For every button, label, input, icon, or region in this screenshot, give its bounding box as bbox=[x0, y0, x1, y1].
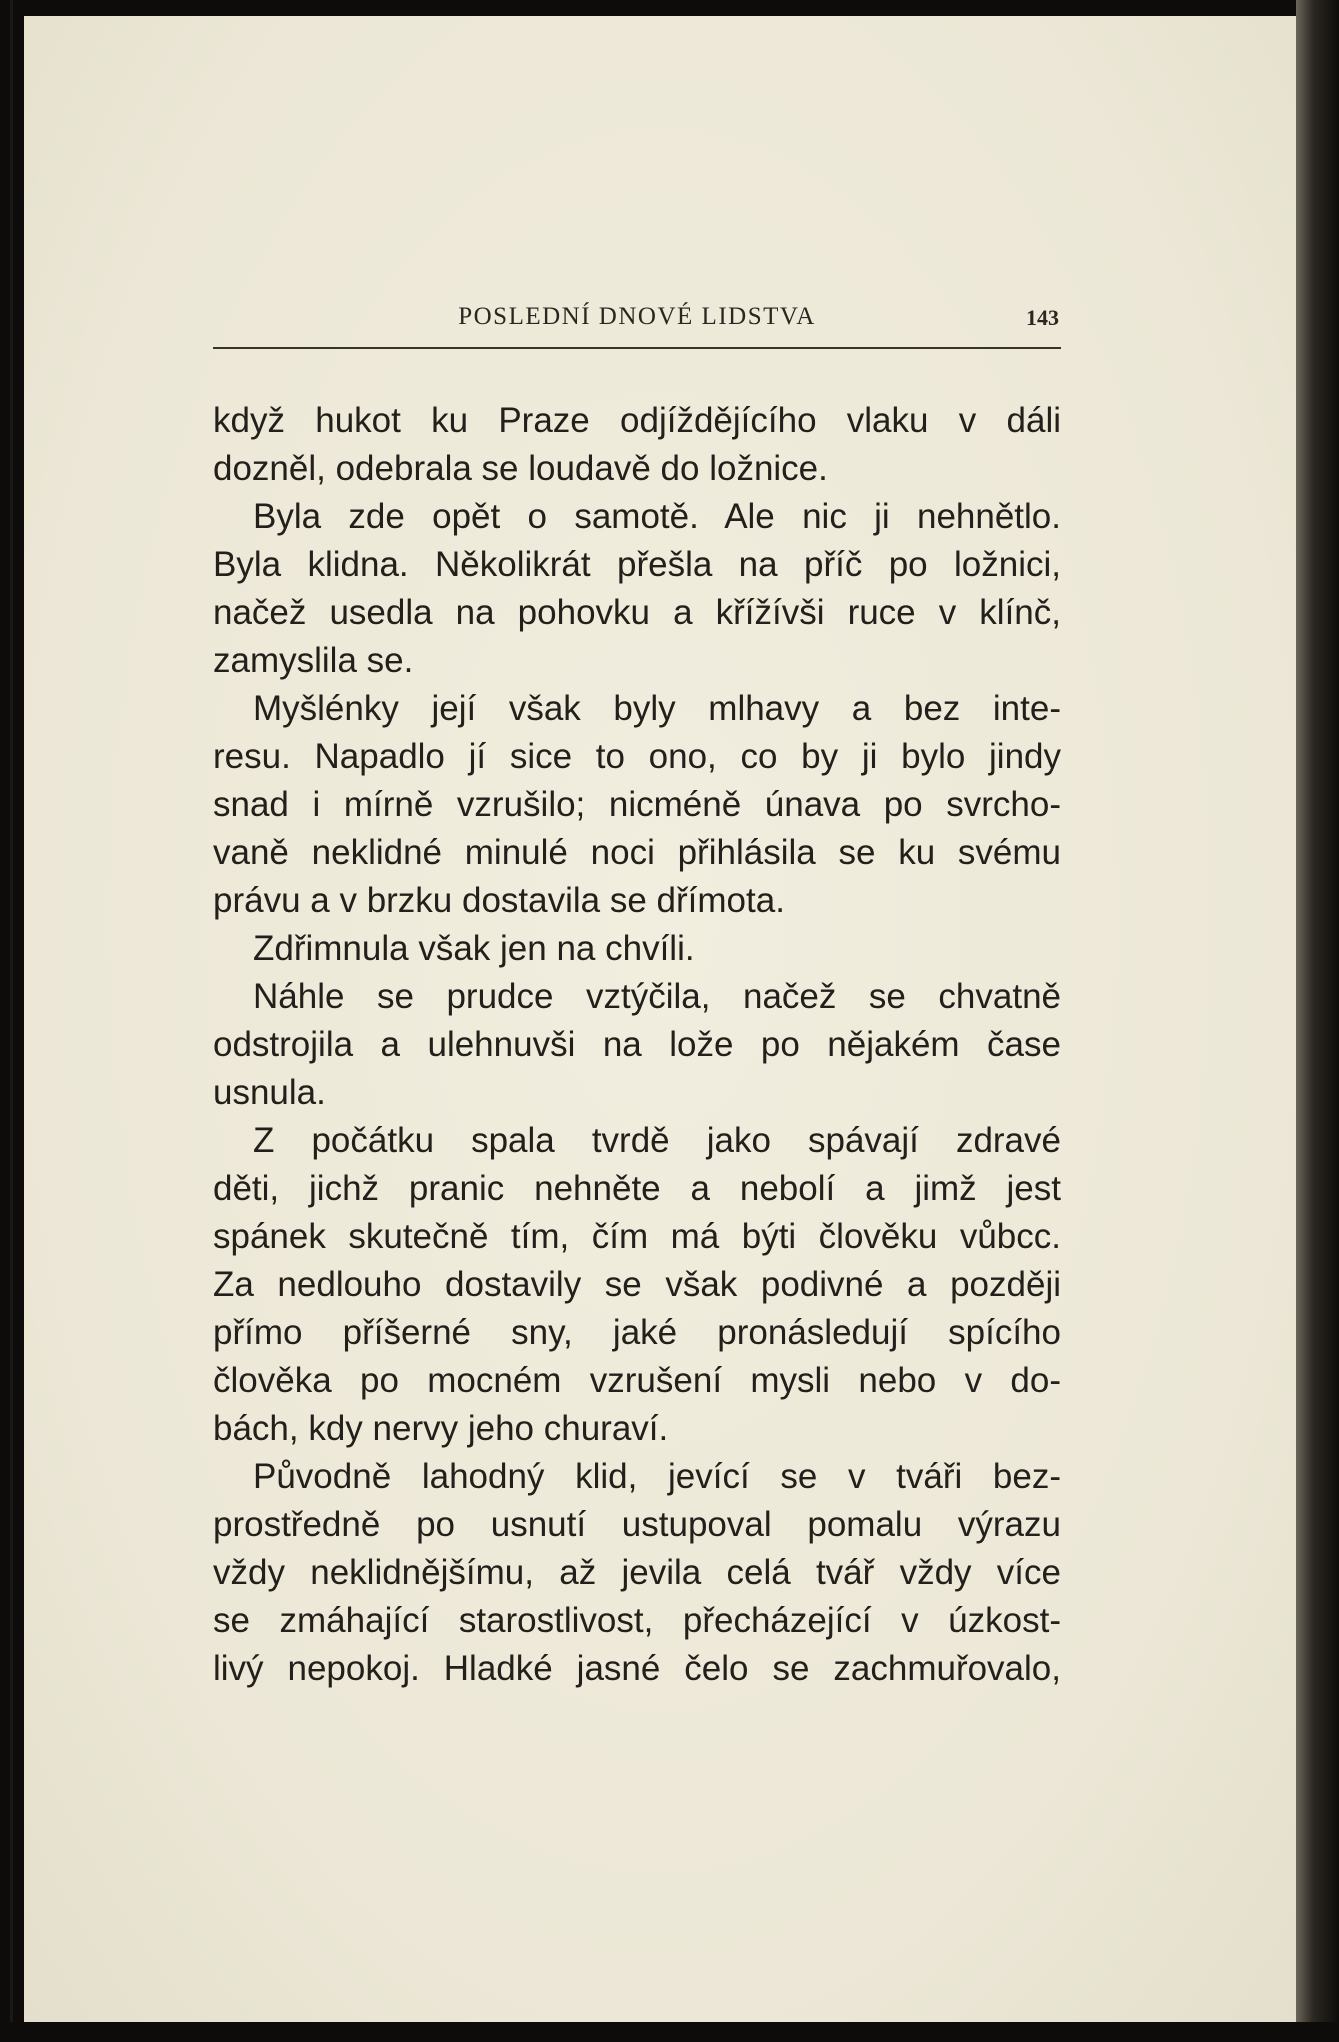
text-line: vaně neklidné minulé noci přihlásila se ku svému bbox=[213, 833, 1061, 872]
text-line: dozněl, odebrala se loudavě do ložnice. bbox=[213, 449, 828, 488]
page-edge-shadow bbox=[1296, 0, 1339, 2042]
text-line: bách, kdy nervy jeho churaví. bbox=[213, 1409, 669, 1448]
running-title: POSLEDNÍ DNOVÉ LIDSTVA bbox=[458, 303, 816, 330]
running-header bbox=[213, 299, 1061, 349]
text-line: prostředně po usnutí ustupoval pomalu výrazu bbox=[213, 1505, 1061, 1544]
text-line: člověka po mocném vzrušení mysli nebo v do- bbox=[213, 1361, 1061, 1400]
page-number: 143 bbox=[1026, 305, 1059, 330]
text-line: Myšlénky její však byly mlhavy a bez inte- bbox=[253, 689, 1061, 728]
text-line: usnula. bbox=[213, 1073, 326, 1112]
text-line: Z počátku spala tvrdě jako spávají zdravé bbox=[253, 1121, 1061, 1160]
text-line: přímo příšerné sny, jaké pronásledují spícího bbox=[213, 1313, 1061, 1352]
text-line: načež usedla na pohovku a křížívši ruce v klínč, bbox=[213, 593, 1061, 632]
bottom-edge bbox=[0, 2022, 1339, 2042]
text-line: snad i mírně vzrušilo; nicméně únava po svrcho- bbox=[213, 785, 1061, 824]
text-line: Zdřimnula však jen na chvíli. bbox=[253, 929, 695, 968]
text-line: právu a v brzku dostavila se dřímota. bbox=[213, 881, 785, 920]
text-line: Byla zde opět o samotě. Ale nic ji nehnětlo. bbox=[253, 497, 1061, 536]
text-line: Byla klidna. Několikrát přešla na příč po ložnici, bbox=[213, 545, 1061, 584]
text-line: Původně lahodný klid, jevící se v tváři bez- bbox=[253, 1457, 1061, 1496]
text-line: resu. Napadlo jí sice to ono, co by ji bylo jindy bbox=[213, 737, 1061, 776]
text-line: když hukot ku Praze odjíždějícího vlaku v dáli bbox=[213, 401, 1061, 440]
text-line: se zmáhající starostlivost, přecházející v úzkost- bbox=[213, 1601, 1061, 1640]
binding-gutter bbox=[10, 0, 13, 2042]
text-line: spánek skutečně tím, čím má býti člověku vůbcc. bbox=[213, 1217, 1061, 1256]
text-line: děti, jichž pranic nehněte a nebolí a jimž jest bbox=[213, 1169, 1061, 1208]
text-line: zamyslila se. bbox=[213, 641, 414, 680]
text-line: Za nedlouho dostavily se však podivné a později bbox=[213, 1265, 1061, 1304]
text-line: vždy neklidnějšímu, až jevila celá tvář vždy více bbox=[213, 1553, 1061, 1592]
text-line: livý nepokoj. Hladké jasné čelo se zachmuřovalo, bbox=[213, 1649, 1061, 1688]
text-line: odstrojila a ulehnuvši na lože po nějakém čase bbox=[213, 1025, 1061, 1064]
body-text bbox=[213, 397, 1061, 1693]
text-line: Náhle se prudce vztýčila, načež se chvatně bbox=[253, 977, 1061, 1016]
